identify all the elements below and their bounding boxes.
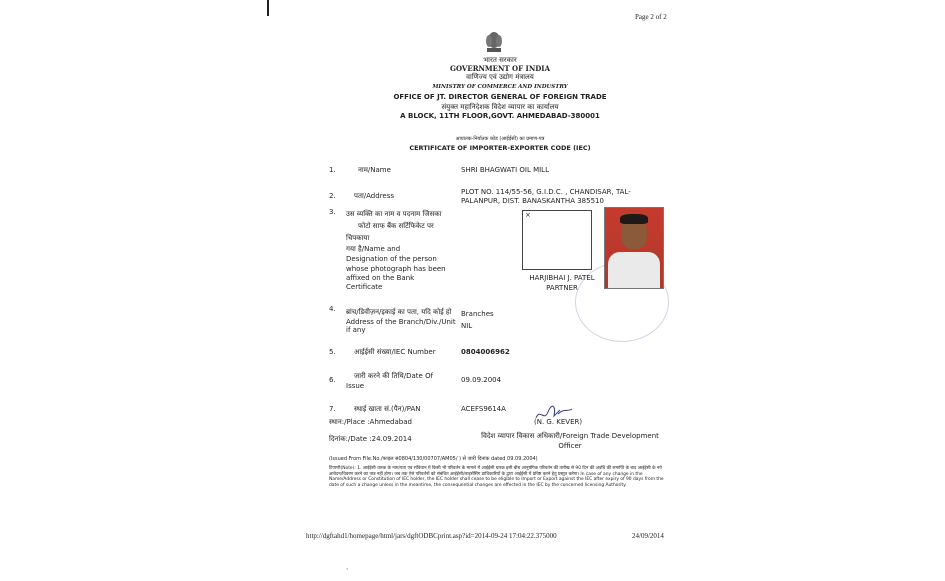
field-3-label-line6: whose photograph has been (346, 265, 446, 273)
field-3-label-line1: उस व्यक्ति का नाम व पदनाम जिसका (346, 210, 442, 218)
field-1-value: SHRI BHAGWATI OIL MILL (461, 166, 549, 174)
field-3-label-line4: गया है/Name and (346, 245, 401, 253)
field-6-number: 6. (329, 376, 336, 384)
field-4-label-line3: if any (346, 326, 366, 334)
field-5-number: 5. (329, 348, 336, 356)
field-2-value-line2: PALANPUR, DIST. BANASKANTHA 385510 (461, 197, 604, 205)
header-hindi-office: संयुक्त महानिदेशक विदेश व्यापार का कार्यालय (441, 103, 559, 111)
officer-title-line1: विदेश व्यापार विकास अधिकारी/Foreign Trade Development (481, 432, 659, 440)
left-margin-rule (267, 0, 269, 16)
field-5-value: 0804006962 (461, 348, 510, 356)
photo-placeholder-box (522, 210, 592, 270)
field-3-label-line2: फोटो साफ बैंक सर्टिफिकेट पर (358, 222, 434, 230)
footer-date: 24/09/2014 (632, 532, 664, 540)
field-6-label-line2: Issue (346, 382, 365, 390)
field-1-label: नाम/Name (358, 166, 391, 174)
field-6-label-line1: जारी करने की तिथि/Date Of (354, 372, 434, 380)
field-3-number: 3. (329, 208, 336, 216)
header-ministry: MINISTRY OF COMMERCE AND INDUSTRY (432, 84, 568, 90)
field-2-value-line1: PLOT NO. 114/55-56, G.I.D.C. , CHANDISAR, TAL- (461, 188, 631, 196)
place: स्थान:/Place :Ahmedabad (329, 418, 412, 426)
field-3-label-line7: affixed on the Bank (346, 274, 415, 282)
field-4-value-line1: Branches (461, 310, 494, 318)
header-hindi-ministry: वाणिज्य एवं उद्योग मंत्रालय (466, 73, 534, 81)
person-name: HARJIBHAI J. PATEL (529, 274, 595, 282)
field-7-value: ACEFS9614A (461, 405, 506, 413)
field-4-value-line2: NIL (461, 322, 473, 330)
header-office: OFFICE OF JT. DIRECTOR GENERAL OF FOREIGN TRADE (393, 93, 607, 101)
officer-name: (N. G. KEVER) (534, 418, 583, 426)
page-number: Page 2 of 2 (635, 13, 667, 21)
certificate-title: CERTIFICATE OF IMPORTER-EXPORTER CODE (IEC) (409, 144, 591, 152)
footer-url: http://dgftahd1/homepage/html/jars/dgftODBCprint.asp?id=2014-09-24 17:04:22.375000 (306, 532, 557, 540)
issued-from: (Issued From File.No./फाइल सं0804/130/00707/AM05/ ) से जारी दिनांक dated 09.09.2004) (329, 456, 538, 462)
page-mark: ˇ (346, 569, 349, 575)
field-6-value: 09.09.2004 (461, 376, 502, 384)
certificate-hindi-title: आयातक-निर्यातक कोड (आईईसी) का प्रमाण-पत्र (455, 136, 545, 142)
notice-text: टिप्पणी(Note): 1. आईईसी धारक के नाम/पता एवं संविधान में किसी भी परिवर्तन के मामले में आईईसी धारक इसी बीच आनुषंगिक परिवर्तन की तारीख से 90 दिन की अवधि की समाप्ति के बाद आईईसी के नये आवेदन/विवरण करने का पात्र नहीं होगा। जब तक ऐसे परिवर्तनों को संबंधित आईईसी/लाइसेंसिंग प्राधिकारियों के द्वारा आईईसी में प्रविष्ट करने हेतु प्रस्तुत करेगा। In case of any change in the Name/Address or Constitution of IEC holder, the IEC holder shall cease to be eligible to Import or Export against the IEC after expiry of 90 days from the date of such a change unless in the meantime, the consequential changes are effected in the IEC by the concerned licensing Authority. (329, 466, 664, 488)
person-role: PARTNER (546, 284, 578, 292)
field-7-number: 7. (329, 405, 336, 413)
field-2-label: पता/Address (354, 192, 395, 200)
certificate-page (270, 0, 680, 581)
field-7-label: स्थाई खाता सं.(पैन)/PAN (354, 405, 421, 413)
person-photo (604, 207, 664, 289)
header-govt: GOVERNMENT OF INDIA (449, 64, 551, 73)
field-3-label-line8: Certificate (346, 283, 383, 291)
box-mark-icon: × (525, 211, 531, 219)
field-4-number: 4. (329, 305, 336, 313)
field-5-label: आईईसी संख्या/IEC Number (354, 348, 436, 356)
officer-title-line2: Officer (558, 442, 582, 450)
header-hindi-govt: भारत सरकार (483, 56, 517, 64)
field-4-label-line1: ब्रांच/डिवीज़न/इकाई का पता, यदि कोई हो (346, 308, 452, 316)
field-2-number: 2. (329, 192, 336, 200)
header-address: A BLOCK, 11TH FLOOR,GOVT. AHMEDABAD-380001 (400, 112, 600, 120)
field-3-label-line3: चिपकाया (346, 234, 370, 242)
date: दिनांक:/Date :24.09.2014 (329, 435, 412, 443)
field-4-label-line2: Address of the Branch/Div./Unit (346, 318, 456, 326)
field-1-number: 1. (329, 166, 336, 174)
national-emblem-icon (483, 30, 505, 54)
field-3-label-line5: Designation of the person (346, 255, 437, 263)
